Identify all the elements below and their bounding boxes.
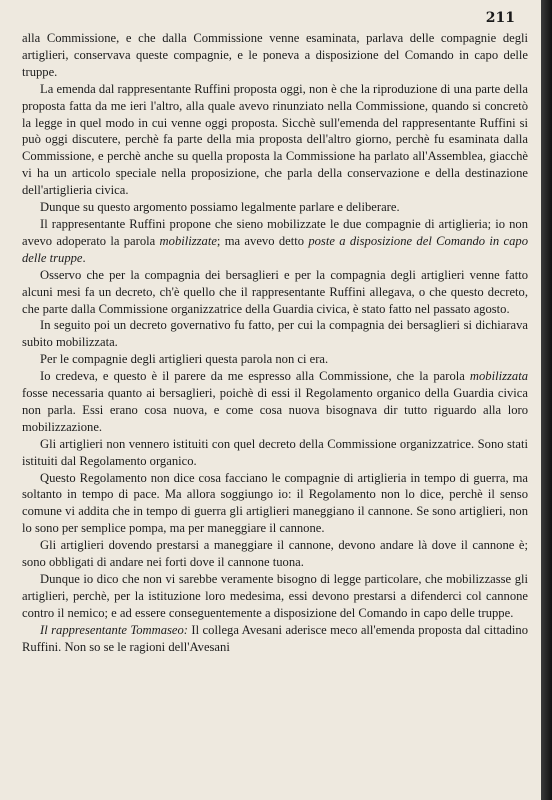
paragraph-4	[22, 216, 528, 267]
paragraph-text: Per le compagnie degli artiglieri questa parola non ci era.	[40, 352, 329, 367]
italic-term: mobilizzate	[159, 233, 217, 248]
paragraph-3	[22, 199, 528, 216]
paragraph-text: .	[82, 250, 86, 265]
paragraph-5	[22, 267, 528, 318]
page-edge-shadow	[541, 0, 552, 800]
paragraph-13	[22, 622, 528, 656]
paragraph-text: ; ma avevo detto	[216, 233, 309, 248]
paragraph-text: fosse necessaria quanto ai bersaglieri, poichè di essi il Regolamento organico della Guardia civica non parla. Essi erano cosa nuova, e come cosa nuova bisognava dir tutto riguardo alla loro mobilizzazione.	[22, 386, 528, 434]
paragraph-12	[22, 571, 528, 622]
italic-quote: poste a disposizione del Comando in capo delle truppe	[22, 233, 529, 265]
paragraph-11	[22, 537, 528, 571]
paragraph-text: La emenda dal rappresentante Ruffini proposta oggi, non è che la riproduzione di una parte della proposta fatta da me ieri l'altro, alla quale avevo rinunziato nella Commissione, quando si concretò la legge in quel modo in cui venne oggi proposta. Sicchè sull'emenda del rappresentante Ruffini si può oggi discutere, perchè fa parte della mia proposta dell'altro giorno, perchè fu esaminata dalla Commissione, e perchè anche su quella proposta la Commissione ha parlato all'Assemblea, giacchè vi ha un articolo speciale nella proposizione, che parla della conservazione e della destinazione dell'artiglieria civica.	[22, 81, 528, 198]
paragraph-text: Gli artiglieri non vennero istituiti con quel decreto della Commissione organizzatrice. Sono stati istituiti dal Regolamento organico.	[22, 436, 528, 468]
paragraph-8	[22, 368, 528, 436]
paragraph-text: alla Commissione, e che dalla Commissione venne esaminata, parlava delle compagnie degli artiglieri, conservava queste compagnie, e le poneva a disposizione del Comando in capo delle truppe.	[22, 31, 528, 79]
paragraph-text: Io credeva, e questo è il parere da me espresso alla Commissione, che la parola	[40, 369, 470, 384]
body-text	[22, 30, 528, 656]
paragraph-text: In seguito poi un decreto governativo fu fatto, per cui la compagnia dei bersaglieri si dichiarava subito mobilizzata.	[22, 318, 528, 350]
italic-term: mobilizzata	[469, 369, 528, 384]
paragraph-text: Il collega Avesani aderisce meco all'emenda proposta dal cittadino Ruffini. Non so se le ragioni dell'Avesani	[22, 622, 529, 654]
paragraph-1	[22, 30, 528, 81]
paragraph-text: Questo Regolamento non dice cosa facciano le compagnie di artiglieria in tempo di guerra, ma soltanto in tempo di pace. Ma allora soggiungo io: il Regolamento non lo dice, perchè il senso comune vi addita che in tempo di guerra gli artiglieri maneggiano il cannone. Se sono artiglieri, non lo sono per semplice pompa, ma per maneggiare il cannone.	[22, 470, 528, 536]
paragraph-6	[22, 317, 528, 351]
speaker-name: Il rappresentante Tommaseo:	[40, 622, 188, 637]
paragraph-text: Dunque su questo argomento possiamo legalmente parlare e deliberare.	[40, 200, 400, 215]
paragraph-text: Osservo che per la compagnia dei bersaglieri e per la compagnia degli artiglieri venne fatto alcuni mesi fa un decreto, ch'è quello che il rappresentante Ruffini allegava, o che questo decreto, che parte dalla Commissione organizzatrice della Guardia civica, è stato fatto nel passato agosto.	[22, 267, 528, 316]
paragraph-9	[22, 436, 528, 470]
paragraph-2	[22, 81, 528, 199]
paragraph-10	[22, 470, 528, 538]
paragraph-7	[22, 351, 528, 368]
paragraph-text: Il rappresentante Ruffini propone che sieno mobilizzate le due compagnie di artiglieria; io non avevo adoperato la parola	[22, 216, 528, 248]
page-number: 211	[485, 10, 515, 26]
paragraph-text: Gli artiglieri dovendo prestarsi a maneggiare il cannone, devono andare là dove il cannone è; sono obbligati di andare nei forti dove il cannone tuona.	[22, 538, 528, 570]
paragraph-text: Dunque io dico che non vi sarebbe veramente bisogno di legge particolare, che mobilizzasse gli artiglieri, perchè, per la istituzione loro medesima, essi devono prestarsi a difenderci col cannone contro il nemico; e ad essere conseguentemente a disposizione del Comando in capo delle truppe.	[22, 572, 528, 620]
